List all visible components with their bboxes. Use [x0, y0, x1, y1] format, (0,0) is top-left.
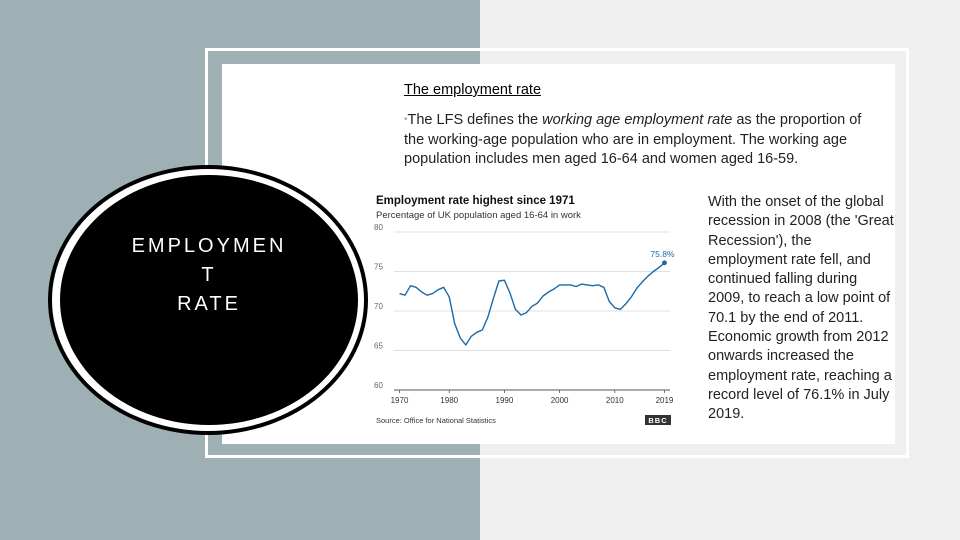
bullet-icon: • — [404, 114, 408, 125]
chart-subtitle: Percentage of UK population aged 16-64 in work — [376, 210, 581, 221]
slide-title — [60, 232, 358, 319]
series-line — [400, 263, 665, 345]
slide-title-line: T — [201, 264, 217, 286]
employment-rate-chart — [372, 190, 675, 430]
series-end-label: 75.8% — [650, 248, 675, 259]
paragraph-italic-term: working age employment rate — [542, 112, 733, 128]
y-tick-label: 70 — [374, 302, 383, 311]
y-tick-label: 65 — [374, 341, 383, 351]
x-tick-label: 2010 — [605, 396, 624, 405]
chart-title: Employment rate highest since 1971 — [376, 195, 575, 207]
bbc-badge-text: BBC — [648, 416, 668, 425]
x-tick-label: 1980 — [440, 396, 459, 405]
x-tick-label: 1970 — [390, 396, 409, 405]
paragraph-prefix: The LFS defines the — [407, 112, 543, 128]
slide-title-line: RATE — [177, 293, 241, 315]
x-tick-label: 1990 — [495, 396, 514, 405]
y-tick-label: 60 — [374, 381, 383, 390]
paragraph-suffix: as the proportion of the working-age population who are in employment. The working age population includes men aged 16-64 and women aged 16-59. — [404, 112, 862, 167]
x-tick-label: 2000 — [550, 396, 569, 405]
series-end-point — [662, 260, 667, 265]
bbc-badge — [645, 415, 671, 425]
chart-source: Source: Office for National Statistics — [376, 416, 496, 425]
x-tick-label: 2019 — [655, 396, 674, 405]
slide-title-line: EMPLOYMEN — [131, 235, 287, 257]
chart-svg — [372, 190, 675, 430]
section-heading: The employment rate — [404, 82, 542, 98]
definition-paragraph — [404, 111, 884, 169]
y-tick-label: 75 — [374, 262, 383, 272]
recession-commentary: With the onset of the global recession in 2008 (the 'Great Recession'), the employment rate fell, and continued falling during 2009, to reach a low point of 70.1 by the end of 2011. Economic growth from 2012 onwards increased the employment rate, reaching a record level of 76.1% in July 2019. — [708, 194, 894, 423]
y-tick-label: 80 — [374, 223, 383, 232]
